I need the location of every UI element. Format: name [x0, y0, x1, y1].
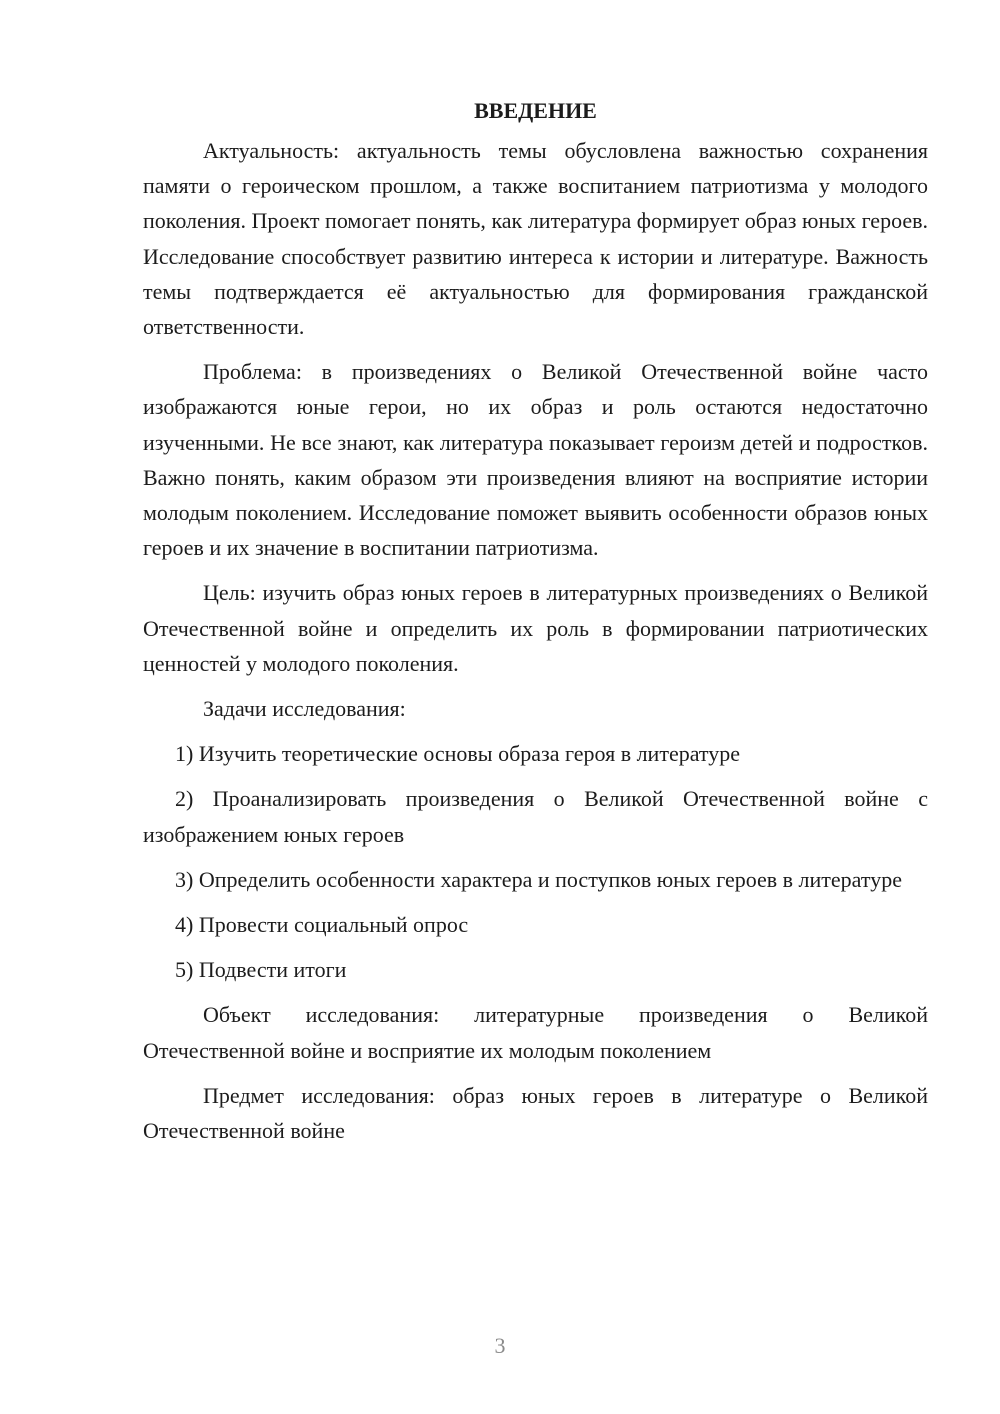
research-subject-paragraph: Предмет исследования: образ юных героев в литературе о Великой Отечественной войне [143, 1082, 928, 1144]
page-number: 3 [494, 1333, 506, 1358]
task-item-5: 5) Подвести итоги [175, 957, 347, 983]
relevance-paragraph: Актуальность: актуальность темы обусловлена важностью сохранения памяти о героическом прошлом, а также воспитанием патриотизма у молодого поколения. Проект помогает понять, как литература формирует образ юных героев. Исследование способствует развитию интереса к истории и литературе. Важность темы подтверждается её актуальностью для формирования гражданской ответственности. [143, 138, 928, 340]
research-object-paragraph: Объект исследования: литературные произведения о Великой Отечественной войне и восприятие их молодым поколением [143, 1002, 928, 1063]
goal-paragraph: Цель: изучить образ юных героев в литературных произведениях о Великой Отечественной войне и определить их роль в формировании патриотических ценностей у молодого поколения. [143, 580, 928, 676]
page-content [143, 95, 928, 1158]
task-item-4: 4) Провести социальный опрос [175, 912, 469, 938]
section-heading: ВВЕДЕНИЕ [474, 98, 597, 123]
task-item-1: 1) Изучить теоретические основы образа героя в литературе [175, 741, 740, 767]
task-item-3: 3) Определить особенности характера и поступков юных героев в литературе [175, 866, 902, 892]
problem-paragraph: Проблема: в произведениях о Великой Отечественной войне часто изображаются юные герои, но их образ и роль остаются недостаточно изученными. Не все знают, как литература показывает героизм детей и подростков. Важно понять, каким образом эти произведения влияют на восприятие истории молодым поколением. Исследование поможет выявить особенности образов юных героев и их значение в воспитании патриотизма. [143, 359, 928, 561]
task-item-2: 2) Проанализировать произведения о Великой Отечественной войне с изображением юных героев [143, 786, 928, 847]
tasks-heading: Задачи исследования: [203, 696, 406, 722]
